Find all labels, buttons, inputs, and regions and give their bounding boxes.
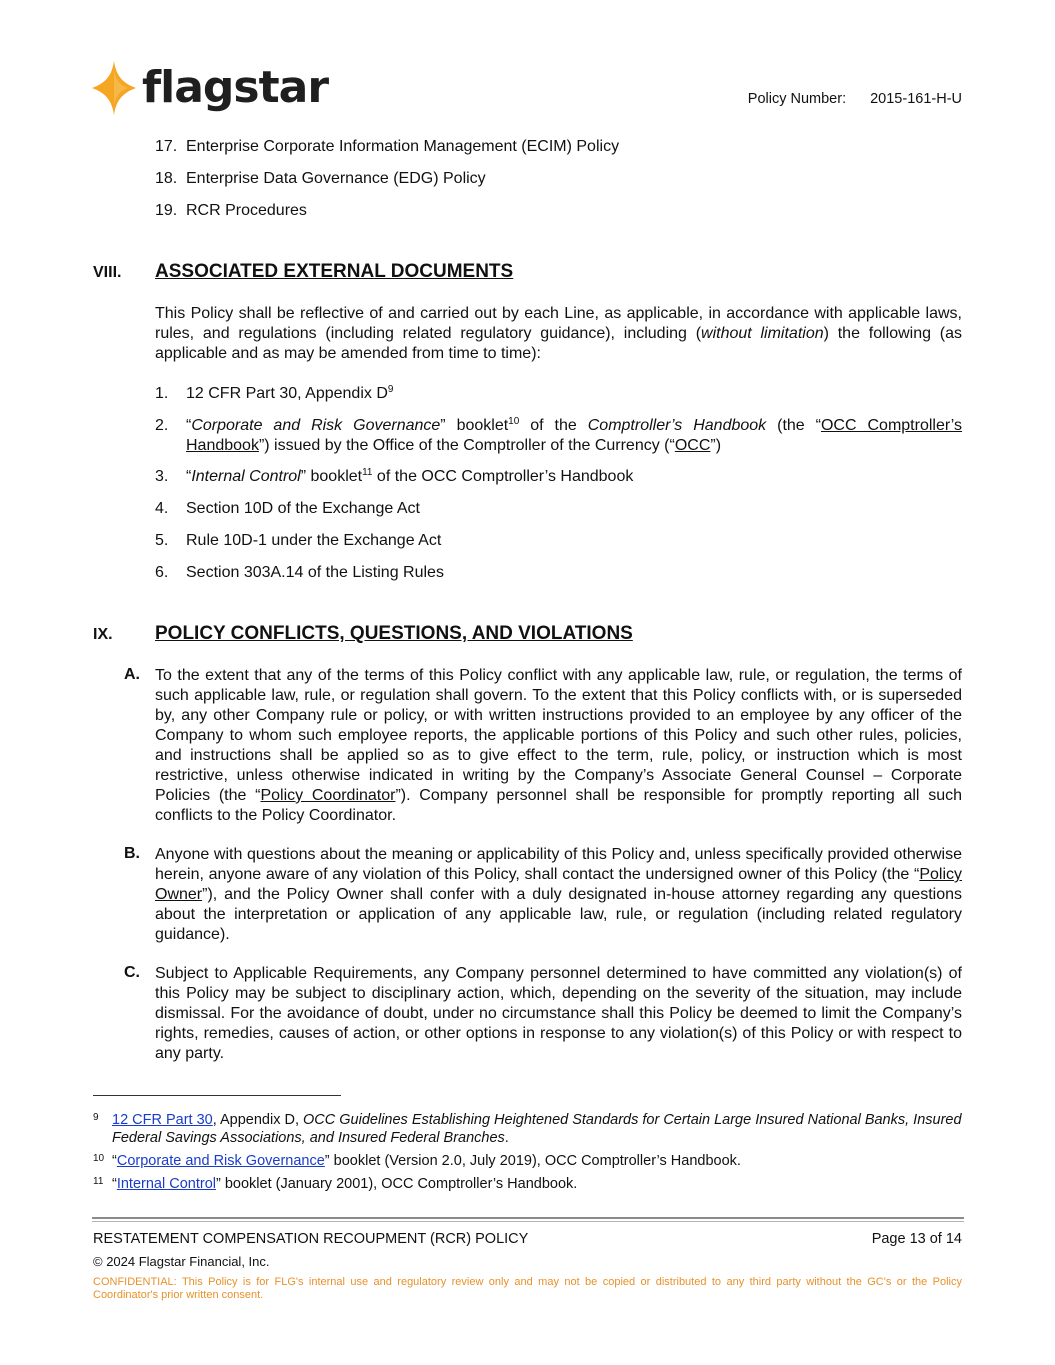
list-number: 1. xyxy=(155,385,169,402)
item-emphasis: Internal Control xyxy=(191,468,301,485)
defined-term: OCC Comptroller’s Handbook xyxy=(186,417,963,454)
quote: “ xyxy=(112,1153,117,1169)
list-text: Section 10D of the Exchange Act xyxy=(186,500,420,517)
footnote-ref[interactable]: 11 xyxy=(362,467,373,478)
footnote-text xyxy=(112,1152,962,1170)
item-text: (the “ xyxy=(766,417,821,434)
confidentiality-notice: CONFIDENTIAL: This Policy is for FLG's internal use and regulatory review only and may not be copied or distributed to any third party without the GC's or the Policy Coordinator's prior written consent. xyxy=(93,1276,962,1301)
item-emphasis: Comptroller’s Handbook xyxy=(587,417,767,434)
quote: “ xyxy=(186,417,192,434)
footnote-text xyxy=(112,1111,962,1147)
list-number: 3. xyxy=(155,468,169,485)
item-text: of the OCC Comptroller’s Handbook xyxy=(372,468,634,485)
section-intro xyxy=(155,304,962,364)
footnote-plain: ” booklet (January 2001), OCC Comptroller’s Handbook. xyxy=(215,1176,578,1192)
defined-term: Policy Owner xyxy=(155,866,962,903)
footnote-plain: , Appendix D, xyxy=(212,1112,304,1128)
list-text: Rule 10D-1 under the Exchange Act xyxy=(186,532,442,549)
list-text: Section 303A.14 of the Listing Rules xyxy=(186,564,444,581)
footnote-ref[interactable]: 9 xyxy=(387,384,394,395)
list-text xyxy=(186,416,962,456)
section-number: IX. xyxy=(93,626,113,643)
item-text: ” booklet xyxy=(440,417,509,434)
paragraph-letter: C. xyxy=(124,964,140,981)
paragraph-text: To the extent that any of the terms of this Policy conflict with any applicable law, rule, or regulation, the terms of such applicable law, rule, or regulation shall govern. To the extent that this Policy conflicts with, or is superseded by, any other Company rule or policy, or with written instructions provided to an employee by any officer of the Company to whom such employee reports, the applicable portions of this Policy and such other rules, policies, and instructions shall be applied so as to give effect to the term, rule, policy, or instruction which is most restrictive, unless otherwise indicated in writing by the Company’s Associate General Counsel – Corporate Policies (the “ xyxy=(155,667,962,804)
paragraph-text: ”). Company personnel shall be responsible for promptly reporting all such conflicts to the Policy Coordinator. xyxy=(155,787,962,824)
footnote-link[interactable]: Internal Control xyxy=(116,1176,216,1192)
footnote-divider xyxy=(93,1095,341,1096)
item-text: ”) issued by the Office of the Comptroller of the Currency (“ xyxy=(258,437,675,454)
footer-divider xyxy=(92,1221,964,1222)
list-number: 18. xyxy=(155,170,178,187)
list-text xyxy=(186,467,962,487)
footnote-link[interactable]: 12 CFR Part 30 xyxy=(112,1112,213,1128)
footnote-text xyxy=(112,1175,962,1193)
list-text: Enterprise Corporate Information Management (ECIM) Policy xyxy=(186,138,620,155)
list-number: 2. xyxy=(155,417,169,434)
list-number: 19. xyxy=(155,202,178,219)
paragraph-c: Subject to Applicable Requirements, any Company personnel determined to have committed any violation(s) of this Policy may be subject to disciplinary action, which, depending on the severity of the situation, may include dismissal. For the avoidance of doubt, under no circumstance shall this Policy be deemed to limit the Company’s rights, remedies, causes of action, or other options in response to any violation(s) of this Policy or with respect to any party. xyxy=(155,965,962,1062)
defined-term: Policy Coordinator xyxy=(260,787,396,804)
paragraph-text: Anyone with questions about the meaning or applicability of this Policy and, unless specifically provided otherwise herein, anyone aware of any violation of this Policy, shall contact the undersigned owner of this Policy (the “ xyxy=(155,846,962,883)
list-number: 5. xyxy=(155,532,169,549)
policy-number xyxy=(748,91,962,107)
item-text: of the xyxy=(519,417,588,434)
list-number: 17. xyxy=(155,138,178,155)
flagstar-star-icon xyxy=(92,61,136,115)
paragraph-b xyxy=(155,845,962,945)
paragraph-letter: B. xyxy=(124,845,140,862)
list-text: RCR Procedures xyxy=(186,202,307,219)
footnote-number: 9 xyxy=(93,1112,99,1123)
policy-number-label: Policy Number: xyxy=(747,91,847,107)
intro-text: This Policy shall be reflective of and carried out by each Line, as applicable, in accordance with applicable laws, rules, and regulations (including related regulatory guidance), including ( xyxy=(155,305,962,342)
footnote-emphasis: OCC Guidelines Establishing Heightened Standards for Certain Large Insured National Banks, Insured Federal Savings Associations, and Insured Federal Branches xyxy=(112,1112,962,1146)
footnote-number: 10 xyxy=(93,1153,105,1164)
list-number: 4. xyxy=(155,500,169,517)
list-text xyxy=(186,384,962,404)
paragraph-letter: A. xyxy=(124,666,140,683)
item-text: ”) xyxy=(710,437,722,454)
intro-text: ) the following (as applicable and as may be amended from time to time): xyxy=(155,325,963,362)
list-number: 6. xyxy=(155,564,169,581)
footer-title: RESTATEMENT COMPENSATION RECOUPMENT (RCR) POLICY xyxy=(93,1231,529,1247)
policy-number-value: 2015-161-H-U xyxy=(870,91,962,107)
flagstar-logo xyxy=(92,60,328,116)
section-title: ASSOCIATED EXTERNAL DOCUMENTS xyxy=(155,261,514,282)
footnote-number: 11 xyxy=(93,1176,104,1187)
list-text: Enterprise Data Governance (EDG) Policy xyxy=(186,170,486,187)
item-emphasis: Corporate and Risk Governance xyxy=(191,417,441,434)
footnote-ref[interactable]: 10 xyxy=(508,416,520,427)
defined-term: OCC xyxy=(674,437,711,454)
intro-emphasis: without limitation xyxy=(701,325,824,342)
quote: “ xyxy=(112,1176,117,1192)
quote: “ xyxy=(186,468,192,485)
paragraph-text: ”), and the Policy Owner shall confer with a duly designated in-house attorney regarding any questions about the interpretation or application of any applicable law, rule, or regulation (including related regulatory guidance). xyxy=(155,886,962,943)
footnote-plain: ” booklet (Version 2.0, July 2019), OCC Comptroller’s Handbook. xyxy=(324,1153,741,1169)
copyright: © 2024 Flagstar Financial, Inc. xyxy=(93,1254,270,1269)
logo-wordmark: flagstar xyxy=(142,62,329,113)
section-number: VIII. xyxy=(93,264,122,281)
item-text: ” booklet xyxy=(300,468,363,485)
item-text: 12 CFR Part 30, Appendix D xyxy=(186,385,388,402)
paragraph-a xyxy=(155,666,962,826)
footnote-link[interactable]: Corporate and Risk Governance xyxy=(116,1153,325,1169)
page-number: Page 13 of 14 xyxy=(871,1231,962,1247)
section-title: POLICY CONFLICTS, QUESTIONS, AND VIOLATIONS xyxy=(155,623,633,644)
footnote-plain: . xyxy=(504,1130,509,1146)
footer-divider xyxy=(92,1217,964,1219)
